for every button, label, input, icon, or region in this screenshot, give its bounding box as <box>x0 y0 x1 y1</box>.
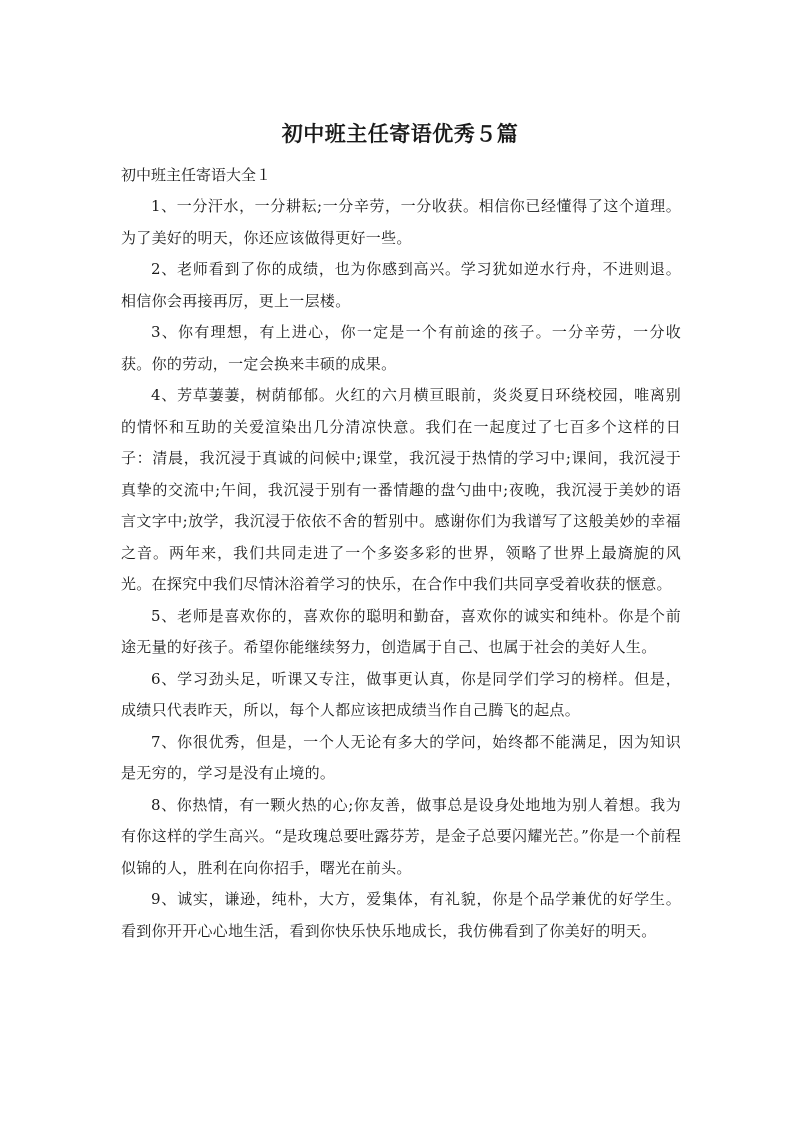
paragraph-5: 5、老师是喜欢你的，喜欢你的聪明和勤奋，喜欢你的诚实和纯朴。你是个前途无量的好孩子。希望你能继续努力，创造属于自己、也属于社会的美好人生。 <box>121 606 681 656</box>
paragraph-8: 8、你热情，有一颗火热的心;你友善，做事总是设身处地地为别人着想。我为有你这样的学生高兴。“是玫瑰总要吐露芬芳，是金子总要闪耀光芒。”你是一个前程似锦的人，胜利在向你招手，曙光在前头。 <box>121 795 681 877</box>
paragraph-2: 2、老师看到了你的成绩，也为你感到高兴。学习犹如逆水行舟，不进则退。相信你会再接再厉，更上一层楼。 <box>121 260 681 310</box>
body-text <box>121 191 681 947</box>
document-title: 初中班主任寄语优秀５篇 <box>281 122 519 146</box>
paragraph-9: 9、诚实，谦逊，纯朴，大方，爱集体，有礼貌，你是个品学兼优的好学生。看到你开开心心地生活，看到你快乐快乐地成长，我仿佛看到了你美好的明天。 <box>121 890 681 940</box>
paragraph-1: 1、一分汗水，一分耕耘;一分辛劳，一分收获。相信你已经懂得了这个道理。为了美好的明天，你还应该做得更好一些。 <box>121 197 681 247</box>
paragraph-4: 4、芳草萋萋，树荫郁郁。火红的六月横亘眼前，炎炎夏日环绕校园，唯离别的情怀和互助的关爱渲染出几分清凉快意。我们在一起度过了七百多个这样的日子：清晨，我沉浸于真诚的问候中;课堂，我沉浸于热情的学习中;课间，我沉浸于真挚的交流中;午间，我沉浸于别有一番情趣的盘勺曲中;夜晚，我沉浸于美妙的语言文字中;放学，我沉浸于依依不舍的暂别中。感谢你们为我谱写了这般美妙的幸福之音。两年来，我们共同走进了一个多姿多彩的世界，领略了世界上最旖旎的风光。在探究中我们尽情沐浴着学习的快乐，在合作中我们共同享受着收获的惬意。 <box>121 386 681 593</box>
section-subheading: 初中班主任寄语大全１ <box>121 166 272 184</box>
paragraph-6: 6、学习劲头足，听课又专注，做事更认真，你是同学们学习的榜样。但是，成绩只代表昨天，所以，每个人都应该把成绩当作自己腾飞的起点。 <box>121 669 681 719</box>
paragraph-7: 7、你很优秀，但是，一个人无论有多大的学问，始终都不能满足，因为知识是无穷的，学习是没有止境的。 <box>121 732 681 782</box>
paragraph-3: 3、你有理想，有上进心，你一定是一个有前途的孩子。一分辛劳，一分收获。你的劳动，一定会换来丰硕的成果。 <box>121 323 681 373</box>
